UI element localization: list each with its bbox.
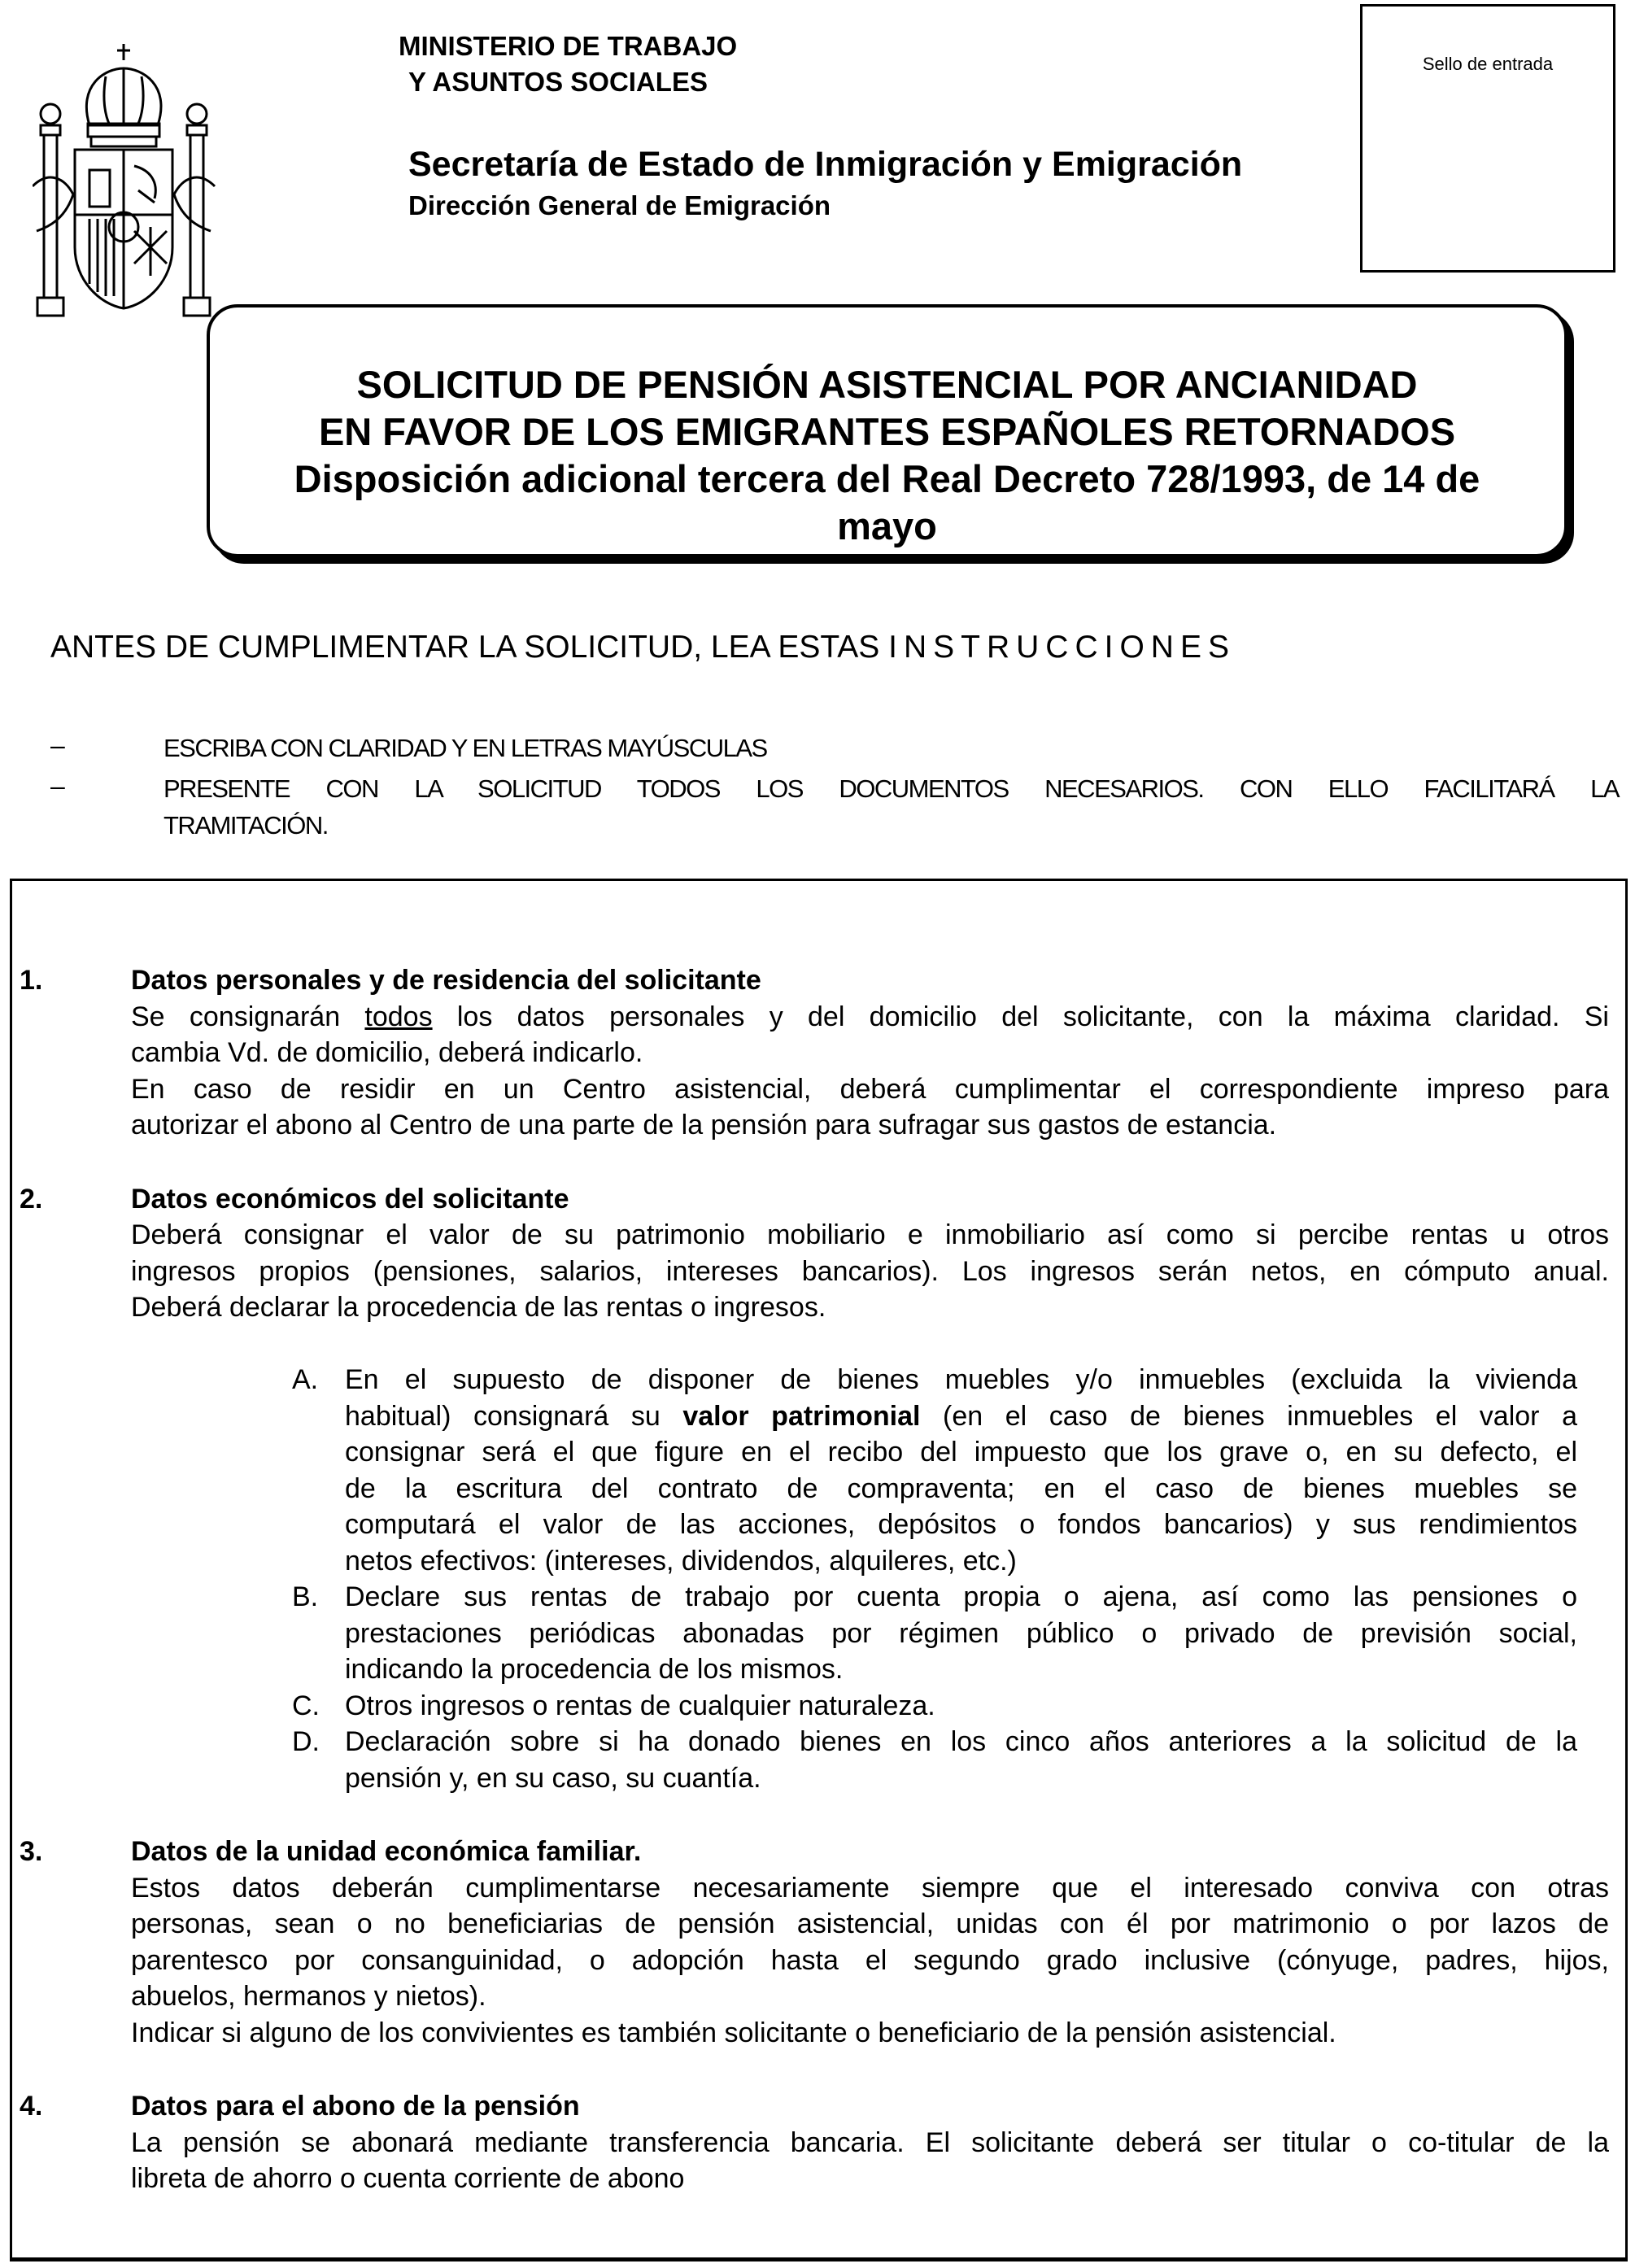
text-segment: cambia Vd. de domicilio, deberá indicarlo. — [131, 1037, 643, 1068]
instruction-bullet — [164, 771, 1619, 844]
text-segment: indicando la procedencia de los mismos. — [345, 1654, 844, 1685]
entry-stamp-label: Sello de entrada — [1422, 54, 1554, 74]
section-heading: Datos de la unidad económica familiar. — [131, 1836, 642, 1867]
text-segment: ingresos propios (pensiones, salarios, intereses bancarios). Los ingresos serán netos, en cómputo anual. — [131, 1255, 1609, 1287]
text-segment: prestaciones periódicas abonadas por régimen público o privado de previsión social, — [345, 1617, 1577, 1649]
text-segment: los datos personales y del domicilio del solicitante, con la máxima claridad. Si — [432, 1001, 1609, 1032]
coat-of-arms-icon — [33, 36, 285, 317]
text-segment: Declare sus rentas de trabajo por cuenta propia o ajena, así como las pensiones o — [345, 1581, 1577, 1612]
section-heading: Datos para el abono de la pensión — [131, 2091, 580, 2122]
section-number: 1. — [20, 965, 43, 996]
sub-item-letter: B. — [292, 1581, 319, 1612]
section-paragraph — [131, 2015, 1609, 2052]
text-line — [345, 1434, 1577, 1471]
form-subtitle-line: mayo — [837, 504, 937, 547]
text-segment: La pensión se abonará mediante transferencia bancaria. El solicitante deberá ser titular o co-titular de la — [131, 2126, 1609, 2158]
text-segment: pensión y, en su caso, su cuantía. — [345, 1762, 761, 1794]
section-number: 3. — [20, 1836, 43, 1867]
section-paragraph — [131, 2125, 1609, 2197]
bold-text: valor patrimonial — [682, 1400, 921, 1432]
text-segment: En caso de residir en un Centro asistencial, deberá cumplimentar el correspondiente impreso para — [131, 1073, 1609, 1105]
sub-item — [292, 1688, 1577, 1725]
bullet-dash: – — [50, 731, 65, 760]
instruction-section — [20, 2088, 1610, 2197]
text-segment: (en el caso de bienes inmuebles el valor a — [920, 1400, 1577, 1432]
text-segment: autorizar el abono al Centro de una parte de la pensión para sufragar sus gastos de estancia. — [131, 1110, 1277, 1141]
text-line — [345, 1651, 1577, 1688]
sub-item — [292, 1724, 1577, 1796]
instructions-heading-spaced: INSTRUCCIONES — [888, 630, 1236, 665]
text-segment: En el supuesto de disponer de bienes muebles y/o inmuebles (excluida la vivienda — [345, 1364, 1577, 1395]
text-line — [131, 1978, 1609, 2015]
section-heading: Datos personales y de residencia del solicitante — [131, 965, 761, 996]
form-subtitle-line: Disposición adicional tercera del Real Decreto 728/1993, de 14 de — [294, 457, 1480, 500]
sub-item-list — [292, 1362, 1577, 1796]
entry-stamp-box — [1360, 4, 1615, 273]
text-line — [131, 2125, 1609, 2161]
text-segment: Se consignarán — [131, 1001, 365, 1032]
bullet-line: ESCRIBA CON CLARIDAD Y EN LETRAS MAYÚSCULAS — [164, 734, 767, 762]
instruction-section — [20, 1181, 1610, 1797]
text-segment: Deberá declarar la procedencia de las rentas o ingresos. — [131, 1292, 826, 1323]
text-segment: Deberá consignar el valor de su patrimonio mobiliario e inmobiliario así como si percibe rentas u otros — [131, 1219, 1609, 1250]
bullet-line: PRESENTE CON LA SOLICITUD TODOS LOS DOCUMENTOS NECESARIOS. CON ELLO FACILITARÁ LA — [164, 774, 1619, 803]
instructions-box — [10, 879, 1628, 2261]
text-segment: abuelos, hermanos y nietos). — [131, 1981, 486, 2012]
secretaria-name: Secretaría de Estado de Inmigración y Emigración — [408, 145, 1243, 184]
instruction-section — [20, 962, 1610, 1144]
text-line — [345, 1579, 1577, 1616]
underlined-text: todos — [364, 1001, 433, 1032]
text-segment: Indicar si alguno de los convivientes es también solicitante o beneficiario de la pensión asistencial. — [131, 2017, 1336, 2048]
sub-item — [292, 1579, 1577, 1688]
text-line — [345, 1688, 1577, 1725]
text-line — [131, 1107, 1609, 1144]
ministry-name-line1: MINISTERIO DE TRABAJO — [399, 31, 738, 61]
text-line — [131, 1943, 1609, 1979]
text-line — [131, 1035, 1609, 1071]
instructions-heading — [50, 630, 1236, 665]
text-line — [345, 1471, 1577, 1507]
sub-item-letter: A. — [292, 1364, 319, 1395]
text-segment: netos efectivos: (intereses, dividendos, alquileres, etc.) — [345, 1545, 1017, 1577]
section-number: 2. — [20, 1183, 43, 1215]
text-segment: Otros ingresos o rentas de cualquier naturaleza. — [345, 1690, 935, 1721]
text-line — [345, 1616, 1577, 1652]
text-segment: Estos datos deberán cumplimentarse necesariamente siempre que el interesado conviva con otras — [131, 1872, 1609, 1904]
text-segment: parentesco por consanguinidad, o adopción hasta el segundo grado inclusive (cónyuge, padres, hijos, — [131, 1944, 1609, 1976]
text-segment: libreta de ahorro o cuenta corriente de abono — [131, 2163, 685, 2194]
bullet-dash: – — [50, 771, 65, 800]
instruction-section — [20, 1834, 1610, 2051]
form-title-line: EN FAVOR DE LOS EMIGRANTES ESPAÑOLES RETORNADOS — [318, 410, 1456, 453]
text-segment: computará el valor de las acciones, depósitos o fondos bancarios) y sus rendimientos — [345, 1509, 1577, 1540]
text-line — [345, 1760, 1577, 1797]
text-line — [131, 1071, 1609, 1108]
section-body — [131, 962, 1609, 1144]
text-line — [345, 1543, 1577, 1580]
sub-item — [292, 1362, 1577, 1579]
text-segment: personas, sean o no beneficiarias de pensión asistencial, unidas con él por matrimonio o por lazos de — [131, 1908, 1609, 1939]
text-segment: consignar será el que figure en el recibo del impuesto que los grave o, en su defecto, el — [345, 1437, 1577, 1468]
text-line — [345, 1362, 1577, 1398]
section-body — [131, 1181, 1609, 1797]
text-segment: Declaración sobre si ha donado bienes en los cinco años anteriores a la solicitud de la — [345, 1726, 1577, 1757]
text-line — [131, 1906, 1609, 1943]
section-heading: Datos económicos del solicitante — [131, 1183, 569, 1215]
section-paragraph — [131, 999, 1609, 1071]
section-paragraph — [131, 1071, 1609, 1144]
ministry-name-line2: Y ASUNTOS SOCIALES — [408, 67, 708, 97]
section-body — [131, 2088, 1609, 2197]
section-number: 4. — [20, 2091, 43, 2122]
text-line — [131, 1217, 1609, 1254]
text-line — [345, 1507, 1577, 1543]
text-line — [131, 1289, 1609, 1326]
sub-item-letter: C. — [292, 1690, 320, 1721]
instructions-sections — [20, 962, 1610, 2235]
sub-item-letter: D. — [292, 1726, 320, 1757]
bullet-line: TRAMITACIÓN. — [164, 810, 328, 840]
section-paragraph — [131, 1870, 1609, 2015]
text-line — [131, 2161, 1609, 2197]
text-line — [131, 999, 1609, 1036]
text-line — [345, 1398, 1577, 1435]
form-title-box — [207, 304, 1567, 557]
text-line — [131, 2015, 1609, 2052]
instruction-bullet — [164, 731, 1619, 767]
section-paragraph — [131, 1217, 1609, 1326]
text-line — [345, 1724, 1577, 1760]
text-segment: de la escritura del contrato de compraventa; en el caso de bienes muebles se — [345, 1472, 1577, 1504]
text-line — [131, 1254, 1609, 1290]
section-body — [131, 1834, 1609, 2051]
direccion-name: Dirección General de Emigración — [408, 190, 831, 220]
text-line — [131, 1870, 1609, 1907]
text-segment: habitual) consignará su — [345, 1400, 683, 1432]
instructions-heading-main: ANTES DE CUMPLIMENTAR LA SOLICITUD, LEA ESTAS — [50, 630, 889, 665]
form-title-line: SOLICITUD DE PENSIÓN ASISTENCIAL POR ANCIANIDAD — [356, 363, 1418, 406]
